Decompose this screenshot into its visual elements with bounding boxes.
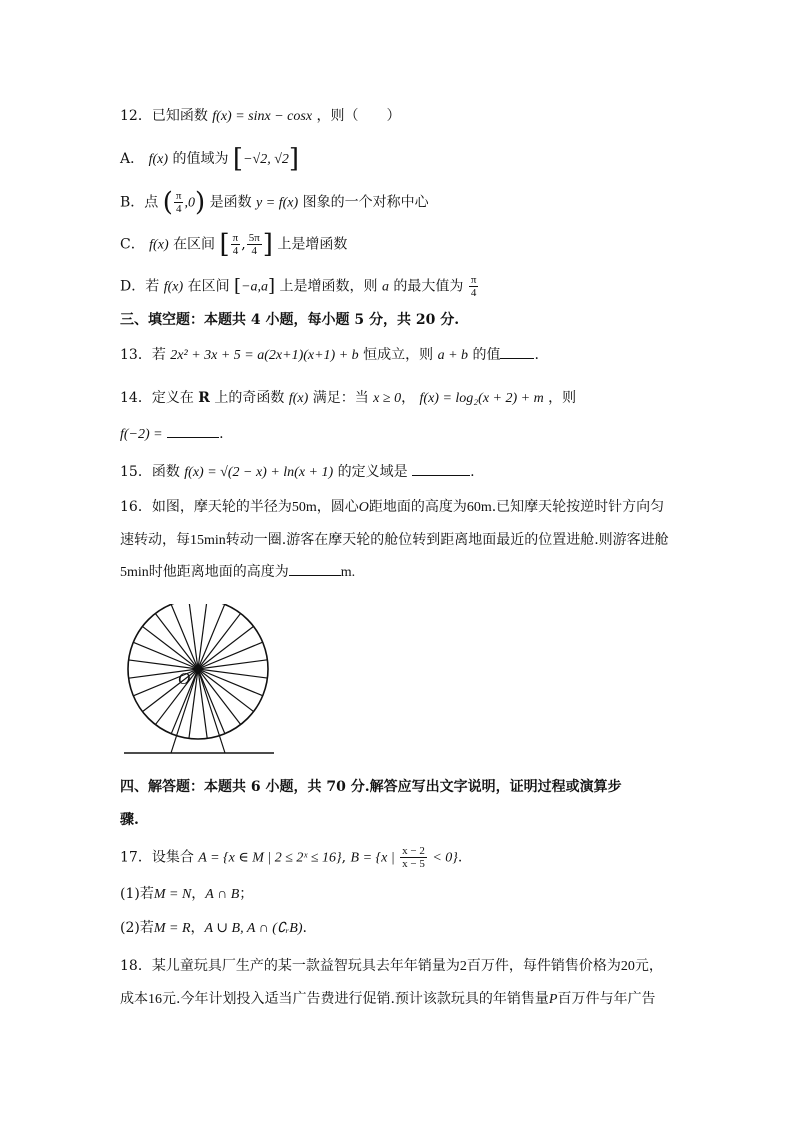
q14-sep: ，	[401, 390, 416, 406]
q16-text-1b: ，圆心	[316, 499, 359, 515]
q14-f: f(x)	[288, 391, 309, 406]
q16-text-1c: 距地面的高度为	[368, 499, 467, 515]
q16-line3	[120, 562, 355, 583]
q18-text-2c: 百万件与年广告	[557, 991, 656, 1007]
c-frac2-num: 5π	[248, 232, 260, 244]
q18-n1: 2	[459, 959, 467, 974]
q18-n3: 16	[148, 992, 162, 1007]
q14-prefix: 14．定义在	[120, 390, 194, 406]
q18-line2	[120, 989, 655, 1010]
q16-answer-blank	[289, 563, 341, 576]
q18-line1	[120, 956, 663, 977]
q17-p2-ask: A ∪ B, A ∩ (∁ᵣB)	[204, 921, 303, 936]
q17-setB-den: x − 5	[402, 858, 425, 870]
option-a-label: A．	[120, 151, 145, 167]
q12-option-d: D．若 f(x) 在区间 [−a,a] 上是增函数，则 a 的最大值为 $\frac{\pi}{4}$	[120, 274, 477, 299]
q15	[120, 462, 475, 483]
q14-line2	[120, 424, 224, 445]
q17-p1-cond: M = N	[153, 887, 192, 902]
q13-ab: a + b	[437, 348, 469, 363]
option-b-func: y = f(x)	[256, 195, 299, 211]
d-frac-den: 4	[470, 287, 477, 299]
option-a-f: f(x)	[148, 152, 169, 167]
q16-line2	[120, 530, 669, 551]
section4-title-line1: 四、解答题：本题共 6 小题，共 70 分.解答应写出文字说明，证明过程或演算步	[120, 779, 622, 795]
q15-end: .	[470, 464, 475, 480]
q17-p1-ask: A ∩ B	[205, 887, 240, 902]
option-b-text2: 图象的一个对称中心	[302, 194, 429, 211]
q17-end: .	[457, 849, 463, 866]
q18-text-1c: 元，	[634, 958, 663, 974]
q17-p2-sep: ，	[190, 920, 205, 936]
b-zero: ,0	[184, 195, 195, 211]
q12-option-c: C． f(x) 在区间 [ $\frac{\pi}{4}$ , $\frac{5\pi}{4}$ ] 上是增函数	[120, 229, 348, 260]
q17-p2-prefix: (2)若	[120, 920, 154, 936]
q12-suffix: ，则（ ）	[316, 108, 401, 124]
section3-title: 三、填空题：本题共 4 小题，每小题 5 分，共 20 分.	[120, 312, 460, 328]
q17-setB-right: < 0}	[432, 850, 458, 866]
option-d-text3: 的最大值为	[393, 278, 464, 295]
q16-height: 60m	[466, 500, 492, 515]
option-d-text2: 上是增函数，则	[279, 278, 378, 295]
q14-text1: 上的奇函数	[214, 390, 285, 406]
d-frac-num: π	[470, 274, 477, 286]
support-right	[198, 669, 225, 753]
c-frac1-den: 4	[232, 245, 239, 257]
option-a-text: 的值域为	[172, 151, 229, 167]
q12-option-b: B．点 ( $\frac{\pi}{4}$ ,0) 是函数 y = f(x) 图象的一个对称中心	[120, 187, 429, 218]
q14-cond: x ≥ 0	[373, 391, 402, 406]
option-c-text1: 在区间	[173, 236, 216, 253]
q18-P: P	[548, 992, 558, 1007]
option-c-text2: 上是增函数	[277, 236, 348, 253]
q12-function: f(x) = sinx − cosx	[212, 109, 313, 124]
q16-text-1d: .已知摩天轮按逆时针方向匀	[491, 499, 665, 515]
option-c-label: C．	[120, 236, 145, 253]
q15-answer-blank	[412, 463, 470, 476]
b-frac-den: 4	[175, 203, 182, 215]
q16-unit: m.	[340, 565, 356, 580]
q13-end: .	[534, 347, 539, 363]
q18-text-1a: 18．某儿童玩具厂生产的某一款益智玩具去年年销量为	[120, 958, 460, 974]
q14-line1	[120, 388, 576, 409]
q14-R: R	[198, 390, 210, 406]
q14-ask: f(−2) =	[120, 427, 163, 442]
option-d-f: f(x)	[163, 279, 184, 295]
q12-stem	[120, 106, 400, 127]
c-frac2-den: 4	[251, 245, 257, 257]
q14-end: .	[219, 426, 224, 442]
q13	[120, 345, 539, 366]
q17-part1	[120, 884, 253, 905]
q13-answer-blank	[500, 346, 534, 359]
q14-answer-blank	[167, 425, 219, 438]
option-b-text1: 是函数	[209, 194, 252, 211]
q16-text-1a: 16．如图，摩天轮的半径为	[120, 499, 292, 515]
ferris-wheel-figure	[122, 604, 278, 764]
q18-text-1b: 百万件，每件销售价格为	[466, 958, 621, 974]
q18-text-2a: 成本	[120, 991, 148, 1007]
option-d-a: a	[381, 279, 389, 295]
q18-n2: 20	[620, 959, 635, 974]
option-d-label: D．若	[120, 278, 160, 295]
wheel-spokes	[129, 604, 268, 738]
q16-line1	[120, 497, 664, 518]
q16-text-2a: 速转动，每	[120, 532, 190, 548]
q16-text-2b: 转动一圈.游客在摩天轮的舱位转到距离地面最近的位置进舱.则游客进舱	[225, 532, 669, 548]
q13-suffix: 的值	[472, 347, 501, 363]
section4-title-line2: 骤.	[120, 812, 139, 828]
q16-O: O	[358, 500, 369, 515]
q15-prefix: 15．函数	[120, 464, 180, 480]
q17-setB-num: x − 2	[402, 845, 425, 857]
q13-prefix: 13．若	[120, 347, 166, 363]
q16-time: 5min	[120, 565, 149, 580]
center-label-O: O	[178, 669, 191, 688]
option-c-f: f(x)	[149, 237, 169, 253]
q17-stem	[120, 845, 462, 870]
q15-func: f(x) = √(2 − x) + ln(x + 1)	[184, 465, 334, 480]
b-frac-num: π	[175, 190, 182, 202]
q14-text2: 满足：当	[312, 390, 369, 406]
q16-text-3b: 时他距离地面的高度为	[148, 564, 289, 580]
q17-part2	[120, 918, 307, 939]
q12-option-a: A． f(x) 的值域为 [−√2, √2]	[120, 144, 300, 174]
q14-text3: ，则	[548, 390, 577, 406]
q17-setA: A = {x ∈ M | 2 ≤ 2ˣ ≤ 16}	[198, 850, 342, 866]
option-a-range: −√2, √2	[243, 152, 289, 167]
q15-text: 的定义域是	[337, 464, 408, 480]
q17-comma: ,	[341, 849, 347, 866]
option-b-label: B．点	[120, 194, 159, 211]
q13-mid: 恒成立，则	[363, 347, 434, 363]
q17-p2-end: .	[302, 920, 307, 936]
q17-prefix: 17．设集合	[120, 849, 194, 866]
q17-p1-end: ；	[239, 886, 254, 902]
q16-radius: 50m	[291, 500, 317, 515]
c-frac1-num: π	[232, 232, 239, 244]
q17-p2-cond: M = R	[153, 921, 191, 936]
q17-p1-prefix: (1)若	[120, 886, 154, 902]
q17-p1-sep: ，	[191, 886, 206, 902]
q18-text-2b: 元.今年计划投入适当广告费进行促销.预计该款玩具的年销售量	[162, 991, 549, 1007]
q13-equation: 2x² + 3x + 5 = a(2x+1)(x+1) + b	[170, 348, 359, 363]
q12-prefix: 12．已知函数	[120, 108, 208, 124]
q14-func: f(x) = log₂(x + 2) + m	[419, 391, 544, 406]
option-d-range: −a,a	[241, 279, 269, 295]
q17-setB-left: B = {x |	[350, 850, 395, 866]
option-d-text1: 在区间	[187, 278, 230, 295]
q16-period: 15min	[190, 533, 226, 548]
